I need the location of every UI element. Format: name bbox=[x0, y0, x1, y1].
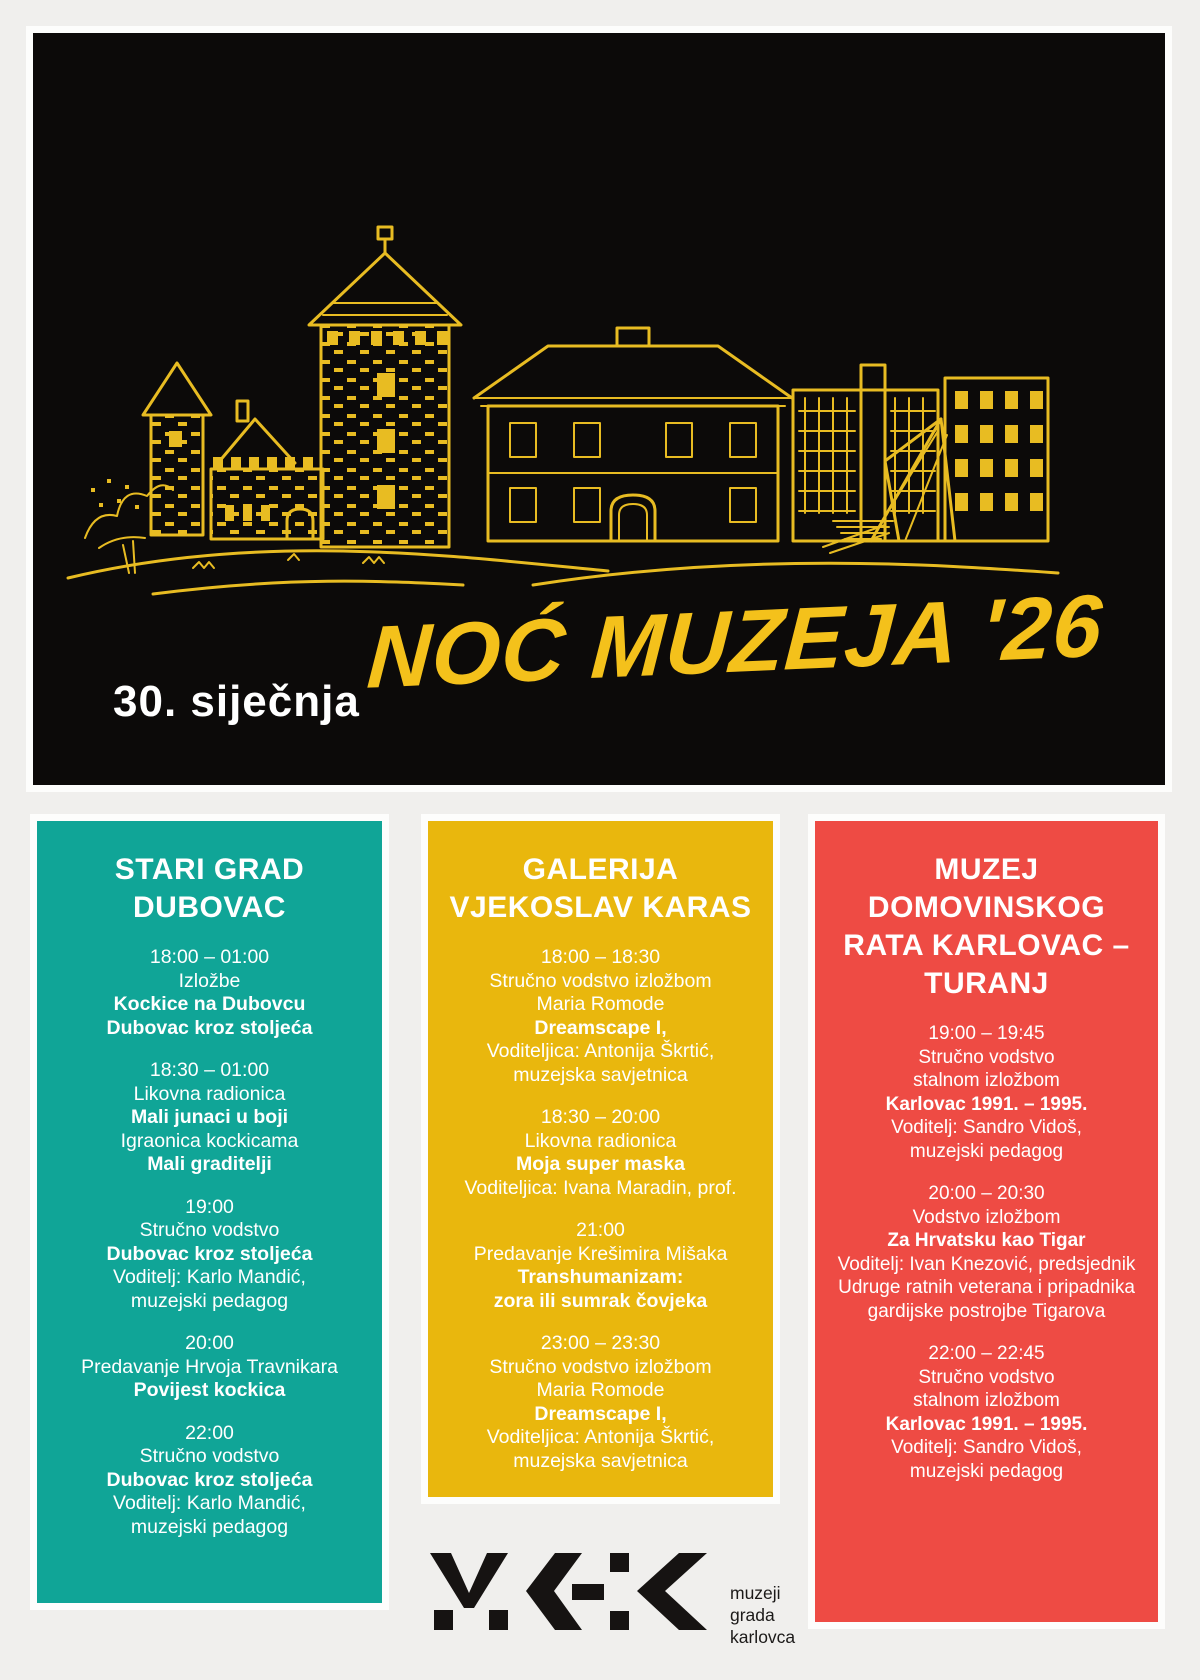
event-line: 20:00 bbox=[185, 1332, 234, 1354]
event-line: Voditelj: Karlo Mandić, bbox=[113, 1266, 306, 1288]
program-event bbox=[428, 1219, 773, 1313]
event-line: stalnom izložbom bbox=[913, 1070, 1060, 1091]
event-list bbox=[428, 946, 773, 1473]
event-line: Predavanje Krešimira Mišaka bbox=[473, 1242, 728, 1265]
event-line: Udruge ratnih veterana i pripadnika bbox=[838, 1277, 1135, 1298]
logo-text-line: grada bbox=[730, 1605, 775, 1625]
event-line: 18:00 – 18:30 bbox=[540, 946, 661, 968]
event-highlight-line: Povijest kockica bbox=[133, 1379, 286, 1401]
event-highlight-line: Dreamscape I, bbox=[534, 1402, 667, 1425]
event-line: Stručno vodstvo bbox=[139, 1219, 280, 1241]
program-event bbox=[428, 1332, 773, 1473]
event-highlight-line: Kockice na Dubovcu bbox=[113, 993, 306, 1015]
event-highlight-line: zora ili sumrak čovjeka bbox=[493, 1289, 708, 1312]
program-column-muzej-domovinskog-rata bbox=[808, 814, 1165, 1629]
event-line: Stručno vodstvo izložbom bbox=[489, 969, 712, 992]
event-date: 30. siječnja bbox=[113, 677, 360, 726]
column-title-line: RATA KARLOVAC – bbox=[843, 929, 1130, 962]
event-highlight-line: Mali graditelji bbox=[147, 1153, 272, 1175]
column-title-line: TURANJ bbox=[924, 967, 1049, 1000]
event-line: Stručno vodstvo izložbom bbox=[489, 1355, 712, 1378]
event-line: Voditeljica: Antonija Škrtić, bbox=[486, 1040, 715, 1062]
event-line: 19:00 bbox=[185, 1195, 234, 1218]
event-line: 22:00 bbox=[185, 1421, 234, 1444]
event-line: gardijske postrojbe Tigarova bbox=[867, 1300, 1106, 1322]
event-line: 23:00 – 23:30 bbox=[540, 1332, 661, 1354]
event-line: Likovna radionica bbox=[524, 1129, 677, 1152]
program-event bbox=[37, 1196, 382, 1314]
column-title-line: MUZEJ bbox=[934, 853, 1039, 886]
program-event bbox=[815, 1182, 1158, 1323]
footer-logo-row bbox=[430, 1553, 795, 1648]
event-line: Stručno vodstvo bbox=[139, 1445, 280, 1467]
program-event bbox=[815, 1342, 1158, 1483]
mgk-logo-icon bbox=[430, 1553, 708, 1630]
event-highlight-line: Karlovac 1991. – 1995. bbox=[885, 1413, 1088, 1435]
event-highlight-line: Transhumanizam: bbox=[517, 1266, 684, 1288]
event-line: Likovna radionica bbox=[133, 1082, 286, 1105]
event-line: Vodstvo izložbom bbox=[912, 1206, 1061, 1228]
program-event bbox=[37, 946, 382, 1040]
event-highlight-line: Mali junaci u boji bbox=[130, 1106, 289, 1128]
event-line: 18:30 – 20:00 bbox=[540, 1106, 661, 1128]
column-title-line: GALERIJA bbox=[522, 853, 679, 886]
event-line: Stručno vodstvo bbox=[918, 1046, 1055, 1068]
event-line: Predavanje Hrvoja Travnikara bbox=[81, 1355, 338, 1378]
column-title bbox=[428, 851, 773, 927]
event-line: Voditeljica: Ivana Maradin, prof. bbox=[464, 1176, 737, 1199]
program-event bbox=[428, 1106, 773, 1200]
program-event bbox=[428, 946, 773, 1087]
event-highlight-line: Dubovac kroz stoljeća bbox=[106, 1016, 313, 1039]
program-column-galerija-vjekoslav-karas bbox=[421, 814, 780, 1504]
program-column-stari-grad-dubovac bbox=[30, 814, 389, 1610]
event-line: Izložbe bbox=[178, 969, 241, 992]
event-line: Igraonica kockicama bbox=[120, 1129, 299, 1152]
event-highlight-line: Za Hrvatsku kao Tigar bbox=[887, 1230, 1086, 1251]
header-panel bbox=[26, 26, 1172, 792]
event-line: Voditelj: Karlo Mandić, bbox=[113, 1492, 306, 1514]
program-event bbox=[37, 1332, 382, 1403]
event-line: muzejska savjetnica bbox=[513, 1449, 688, 1472]
event-highlight-line: Dubovac kroz stoljeća bbox=[106, 1468, 313, 1491]
event-line: Voditelj: Sandro Vidoš, bbox=[891, 1437, 1082, 1458]
poster-title: NOĆ MUZEJA '26 bbox=[364, 575, 1106, 707]
logo-text-line: muzeji bbox=[730, 1583, 781, 1603]
event-line: 18:30 – 01:00 bbox=[149, 1059, 270, 1081]
event-highlight-line: Karlovac 1991. – 1995. bbox=[885, 1093, 1088, 1115]
column-title-line: DUBOVAC bbox=[133, 891, 286, 924]
program-event bbox=[37, 1422, 382, 1540]
column-title-line: STARI GRAD bbox=[114, 853, 305, 886]
event-highlight-line: Dreamscape I, bbox=[534, 1016, 667, 1039]
event-line: Maria Romode bbox=[536, 1379, 665, 1401]
event-highlight-line: Dubovac kroz stoljeća bbox=[106, 1242, 313, 1265]
event-line: Stručno vodstvo bbox=[918, 1366, 1055, 1388]
event-line: muzejska savjetnica bbox=[513, 1063, 688, 1086]
event-line: stalnom izložbom bbox=[913, 1390, 1060, 1411]
event-line: 22:00 – 22:45 bbox=[928, 1343, 1045, 1364]
logo-text-line: karlovca bbox=[730, 1627, 796, 1647]
event-line: 20:00 – 20:30 bbox=[928, 1183, 1045, 1204]
event-line: Voditelj: Ivan Knezović, predsjednik bbox=[837, 1253, 1136, 1275]
event-line: 18:00 – 01:00 bbox=[149, 946, 270, 968]
column-title-line: DOMOVINSKOG bbox=[867, 891, 1106, 924]
column-title bbox=[815, 851, 1158, 1003]
event-line: Voditeljica: Antonija Škrtić, bbox=[486, 1426, 715, 1448]
event-line: muzejski pedagog bbox=[909, 1460, 1064, 1482]
event-highlight-line: Moja super maska bbox=[515, 1153, 686, 1175]
program-event bbox=[815, 1022, 1158, 1163]
event-line: Maria Romode bbox=[536, 993, 665, 1015]
column-title bbox=[37, 851, 382, 927]
logo-wordmark bbox=[730, 1582, 795, 1648]
event-line: muzejski pedagog bbox=[130, 1515, 289, 1538]
event-line: muzejski pedagog bbox=[909, 1140, 1064, 1162]
event-line: 21:00 bbox=[576, 1219, 625, 1241]
event-line: muzejski pedagog bbox=[130, 1289, 289, 1312]
event-line: 19:00 – 19:45 bbox=[928, 1023, 1045, 1044]
column-title-line: VJEKOSLAV KARAS bbox=[449, 891, 752, 924]
event-list bbox=[37, 946, 382, 1539]
event-list bbox=[815, 1022, 1158, 1483]
program-event bbox=[37, 1059, 382, 1177]
event-line: Voditelj: Sandro Vidoš, bbox=[891, 1117, 1082, 1138]
